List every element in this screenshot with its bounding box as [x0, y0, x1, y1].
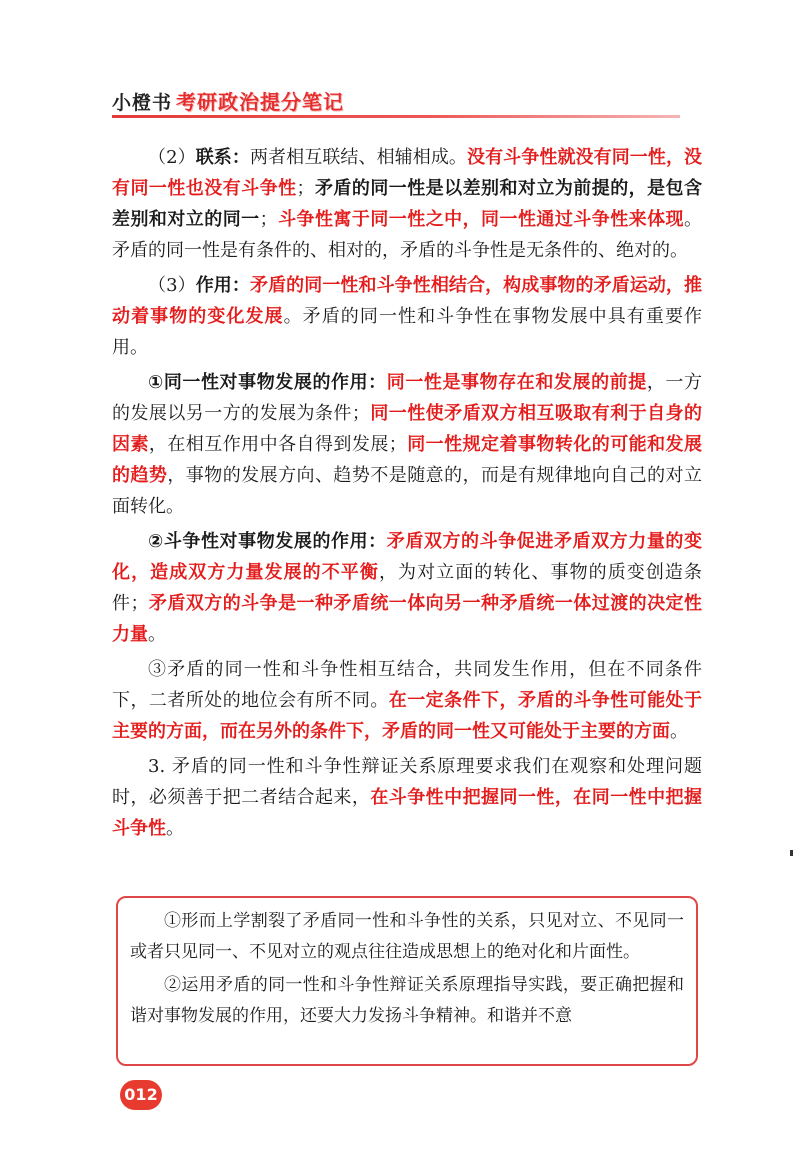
text-segment: ； [296, 178, 315, 199]
text-segment: ，为对立面的转化、事物的质变创造条件； [112, 562, 703, 614]
paragraph-combined [112, 654, 702, 747]
paragraph-struggle [112, 526, 702, 650]
text-segment: 。 [670, 721, 688, 742]
text-segment: 。 [166, 818, 184, 839]
highlight-text: 矛盾双方的斗争是一种矛盾统一体向另一种矛盾统一体过渡的决定性力量 [112, 593, 702, 645]
page-number-badge: 012 [120, 1080, 162, 1110]
text-segment: ，事物的发展方向、趋势不是随意的，而是有规律地向自己的对立面转化。 [112, 465, 703, 517]
highlight-text: 同一性使矛盾双方相互吸取有利于自身的因素 [112, 403, 703, 455]
note-box [116, 896, 698, 1066]
brand-title: 小橙书 [112, 92, 173, 114]
paragraph-link [112, 142, 702, 266]
bold-text: 矛盾的同一性是以差别和对立为前提的，是包含差别和对立的同一 [112, 178, 702, 230]
text-segment: 。矛盾的同一性和斗争性在事物发展中具有重要作用。 [112, 306, 703, 358]
header-rule [112, 115, 680, 118]
highlight-text: 同一性规定着事物转化的可能和发展的趋势 [112, 434, 703, 486]
text-segment: ③矛盾的同一性和斗争性相互结合，共同发生作用，但在不同条件下，二者所处的地位会有所不同。 [112, 659, 702, 711]
text-segment: ； [259, 209, 278, 230]
highlight-text: 矛盾的同一性和斗争性相结合，构成事物的矛盾运动，推动着事物的变化发展 [112, 275, 703, 327]
section-label: 联系： [195, 147, 250, 168]
note-item: ①形而上学割裂了矛盾同一性和斗争性的关系，只见对立、不见同一或者只见同一、不见对立的观点往往造成思想上的绝对化和片面性。 [130, 911, 684, 962]
paragraph-identity [112, 367, 702, 522]
highlight-text: 在一定条件下，矛盾的斗争性可能处于主要的方面，而在另外的条件下，矛盾的同一性又可能处于主要的方面 [112, 690, 703, 742]
main-content [112, 142, 702, 848]
text-segment: （3） [148, 275, 196, 296]
highlight-text: 没有斗争性就没有同一性，没有同一性也没有斗争性 [112, 147, 703, 199]
text-segment: （2） [148, 147, 196, 168]
book-subtitle: 考研政治提分笔记 [176, 90, 344, 114]
note-item: ②运用矛盾的同一性和斗争性辩证关系原理指导实践，要正确把握和谐对事物发展的作用，还要大力发扬斗争精神。和谐并不意 [130, 975, 684, 1026]
page-header [112, 84, 680, 120]
paragraph-effect [112, 270, 702, 363]
text-segment: 。 [148, 624, 166, 645]
text-segment: 3. 矛盾的同一性和斗争性辩证关系原理要求我们在观察和处理问题时，必须善于把二者结合起来， [112, 756, 702, 808]
text-segment: ，一方的发展以另一方的发展为条件； [112, 372, 702, 424]
highlight-text: 斗争性寓于同一性之中，同一性通过斗争性来体现 [277, 209, 685, 230]
highlight-text: 在斗争性中把握同一性，在同一性中把握斗争性 [112, 787, 703, 839]
section-label: ②斗争性对事物发展的作用： [148, 531, 387, 552]
section-label: ①同一性对事物发展的作用： [148, 372, 387, 393]
text-segment: ，在相互作用中各自得到发展； [148, 434, 407, 455]
highlight-text: 矛盾双方的斗争促进矛盾双方力量的变化，造成双方力量发展的不平衡 [112, 531, 702, 583]
text-segment: 两者相互联结、相辅相成。 [249, 147, 468, 168]
text-segment: 。矛盾的同一性是有条件的、相对的，矛盾的斗争性是无条件的、绝对的。 [112, 209, 703, 261]
paragraph-principle [112, 751, 702, 844]
margin-mark [790, 850, 793, 856]
section-label: 作用： [195, 275, 250, 296]
highlight-text: 同一性是事物存在和发展的前提 [386, 372, 647, 393]
